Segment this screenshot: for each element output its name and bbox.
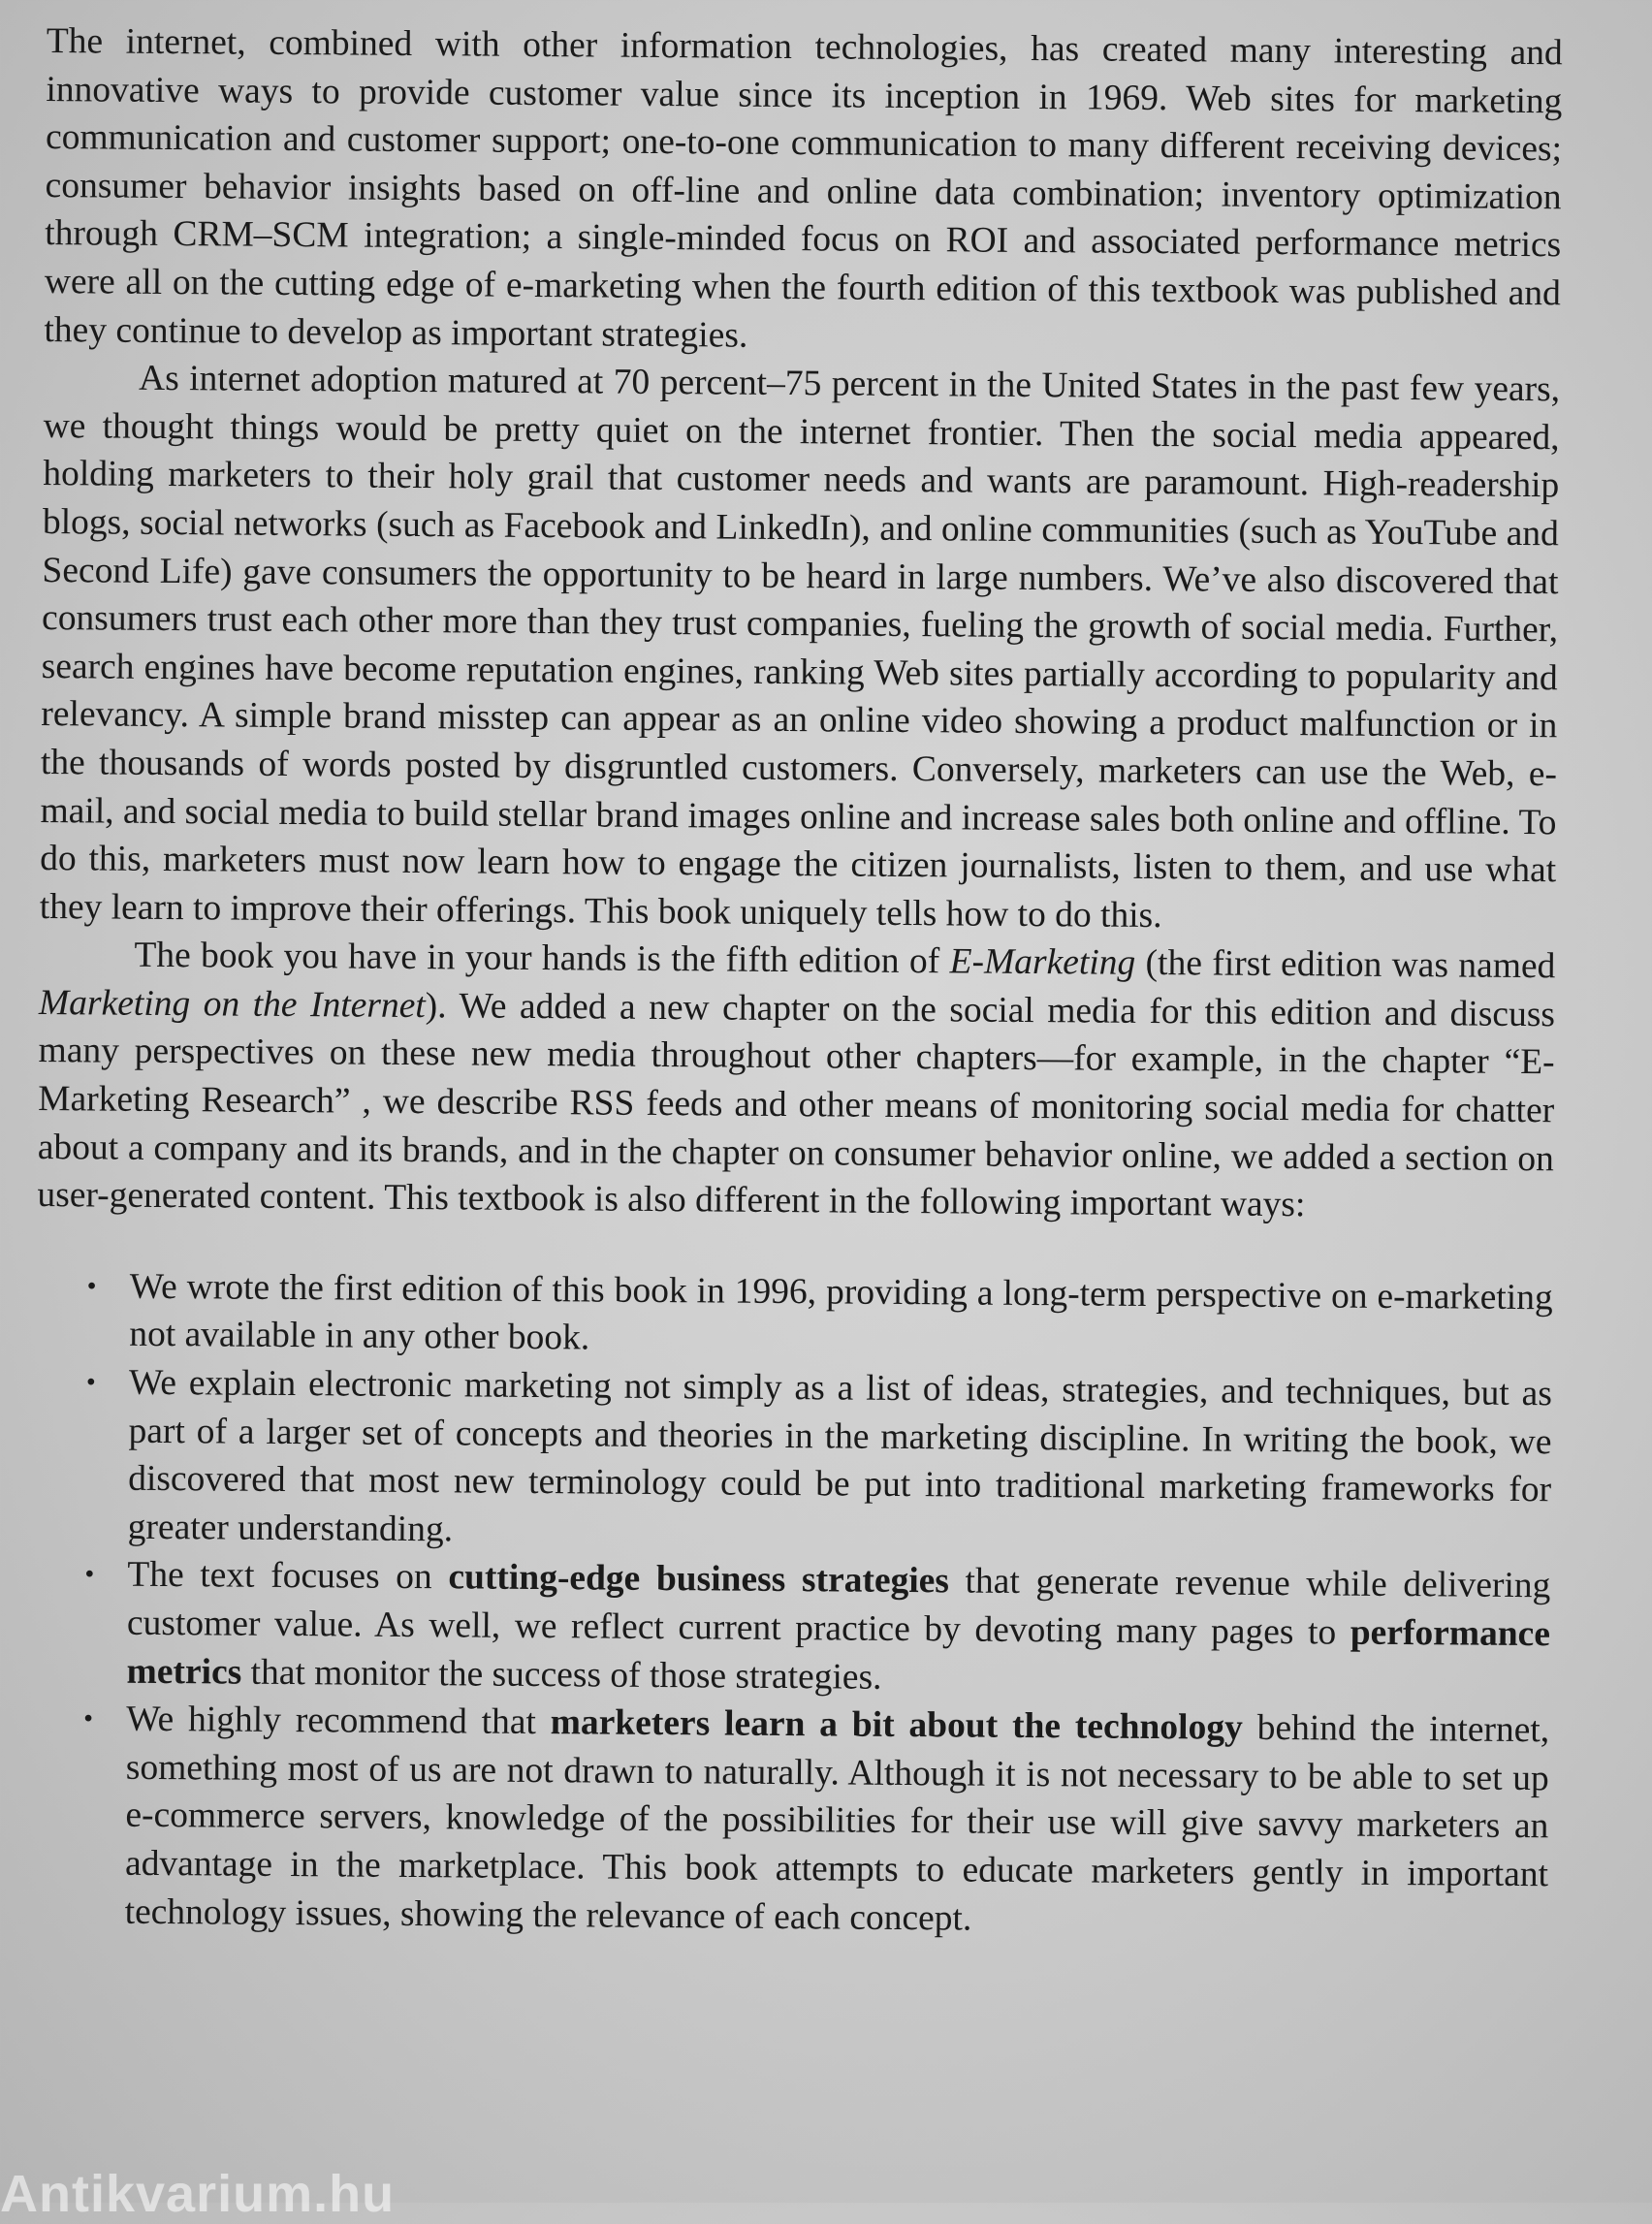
bullet-icon: •: [84, 1559, 95, 1590]
bullet-icon: •: [85, 1367, 96, 1398]
bullet-text: that generate revenue while delivering customer value. As well, we reflect current practice by devoting many pages to: [126, 1561, 1551, 1653]
bullet-text: behind the internet, something most of us are not drawn to naturally. Although it is not necessary to be able to set up e-commerce servers, knowledge of the possibilities for their use will give savvy marketers an advantage in the marketplace. This book attempts to educate marketers gently in important technology issues, showing the relevance of each concept.: [124, 1707, 1550, 1939]
bullet-item-strategies: [33, 1550, 1550, 1706]
paragraph-intro: The internet, combined with other information technologies, has created many interesting and innovative ways to provide customer value since its inception in 1969. Web sites for marketing communication and customer support; one-to-one communication to many different receiving devices; consumer behavior insights based on off-line and online data combination; inventory optimization through CRM–SCM integration; a single-minded focus on ROI and associated performance metrics were all on the cutting edge of e-marketing when the fourth edition of this textbook was published and they continue to develop as important strategies.: [44, 20, 1563, 356]
book-page: [31, 17, 1562, 1947]
bold-phrase: cutting-edge business strategies: [448, 1557, 950, 1602]
bullet-text: We highly recommend that: [126, 1699, 551, 1743]
feature-bullet-list: [31, 1262, 1552, 1948]
bullet-item-technology: [31, 1695, 1549, 1947]
bullet-text: We explain electronic marketing not simply as a list of ideas, strategies, and techniques, but as part of a larger set of concepts and theories in the marketing discipline. In writing the book, we discovered that most new terminology could be put into traditional marketing frameworks for greater understanding.: [127, 1362, 1553, 1550]
paragraph-text: (the first edition was named: [1135, 943, 1556, 987]
paragraph-social-media: As internet adoption matured at 70 percent–75 percent in the United States in the past few years, we thought things would be pretty quiet on the internet frontier. Then the social media appeared, holding marketers to their holy grail that customer needs and wants are paramount. High-readership blogs, social networks (such as Facebook and LinkedIn), and online communities (such as YouTube and Second Life) gave consumers the opportunity to be heard in large numbers. We’ve also discovered that consumers trust each other more than they trust companies, fueling the growth of social media. Further, search engines have become reputation engines, ranking Web sites partially according to popularity and relevancy. A simple brand misstep can appear as an online video showing a product malfunction or in the thousands of words posted by disgruntled customers. Conversely, marketers can use the Web, e-mail, and social media to build stellar brand images online and increase sales both online and offline. To do this, marketers must now learn how to engage the citizen journalists, listen to them, and use what they learn to improve their offerings. This book uniquely tells how to do this.: [39, 358, 1561, 936]
bullet-icon: •: [83, 1703, 94, 1734]
bold-phrase: performance metrics: [126, 1612, 1551, 1693]
bullet-item-theory: [35, 1358, 1553, 1563]
bold-phrase: marketers learn a bit about the technology: [550, 1702, 1243, 1748]
bullet-text: that monitor the success of those strategies.: [241, 1652, 882, 1698]
book-title-marketing-on-the-internet: Marketing on the Internet: [38, 982, 426, 1026]
paragraph-fifth-edition: [37, 931, 1555, 1231]
paragraph-text: The book you have in your hands is the fifth edition of: [134, 936, 950, 982]
bullet-text: We wrote the first edition of this book in 1996, providing a long-term perspective on e-marketing not available in any other book.: [129, 1266, 1553, 1358]
bullet-text: The text focuses on: [127, 1555, 449, 1598]
book-title-e-marketing: E-Marketing: [949, 941, 1136, 984]
paragraph-text: ). We added a new chapter on the social media for this edition and discuss many perspectives on these new media throughout other chapters—for example, in the chapter “E-Marketing Research” , we describe RSS feeds and other means of monitoring social media for chatter about a company and its brands, and in the chapter on consumer behavior online, we added a section on user-generated content. This textbook is also different in the following important ways:: [37, 985, 1556, 1225]
bullet-icon: •: [86, 1271, 97, 1302]
bullet-item-first-edition: [36, 1262, 1553, 1370]
watermark: Antikvarium.hu: [0, 2165, 396, 2223]
